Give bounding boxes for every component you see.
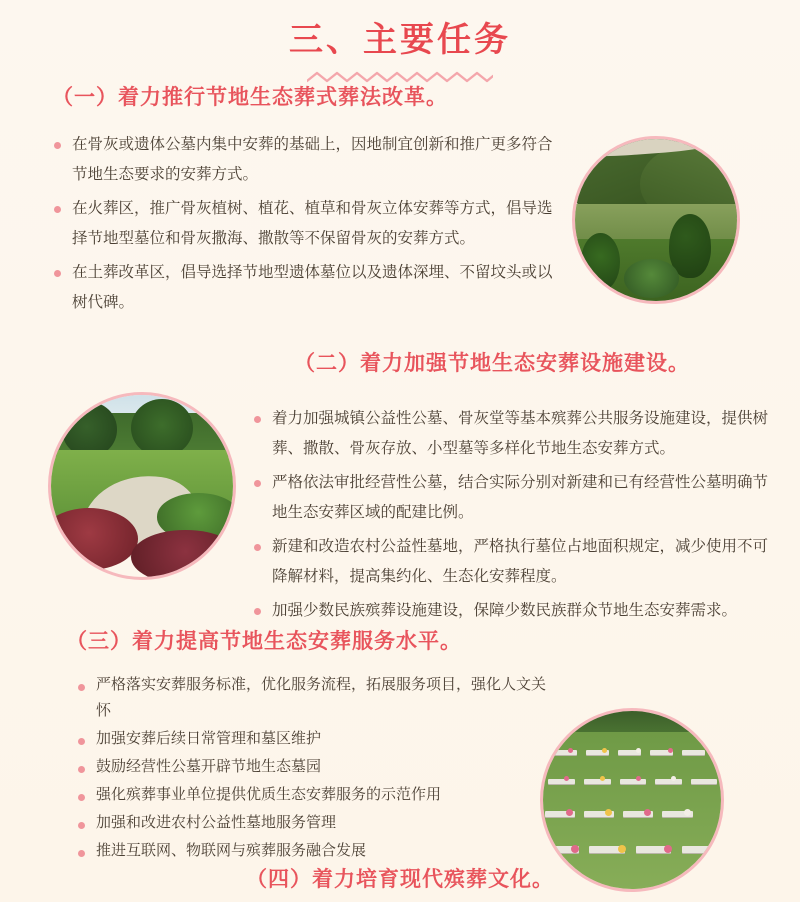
- zigzag-divider-icon: [307, 71, 493, 83]
- list-item: 严格依法审批经营性公墓，结合实际分别对新建和已有经营性公墓明确节地生态安葬区域的配建比例。: [252, 468, 772, 528]
- list-item: 鼓励经营性公墓开辟节地生态墓园: [76, 754, 546, 780]
- section-heading-4: （四）着力培育现代殡葬文化。: [246, 868, 554, 891]
- list-item: 在土葬改革区，倡导选择节地型遗体墓位以及遗体深埋、不留坟头或以树代碑。: [52, 258, 562, 318]
- section-body-3: [76, 672, 546, 866]
- section-heading-2: （二）着力加强节地生态安葬设施建设。: [294, 352, 690, 375]
- list-item: 加强安葬后续日常管理和墓区维护: [76, 726, 546, 752]
- list-item: 加强少数民族殡葬设施建设，保障少数民族群众节地生态安葬需求。: [252, 596, 772, 626]
- section-heading-1: （一）着力推行节地生态葬式葬法改革。: [52, 86, 448, 109]
- list-item: 推进互联网、物联网与殡葬服务融合发展: [76, 838, 546, 864]
- list-item: 严格落实安葬服务标准，优化服务流程，拓展服务项目，强化人文关怀: [76, 672, 546, 724]
- section-heading-3: （三）着力提高节地生态安葬服务水平。: [66, 630, 462, 653]
- list-item: 着力加强城镇公益性公墓、骨灰堂等基本殡葬公共服务设施建设，提供树葬、撒散、骨灰存放、小型墓等多样化节地生态安葬方式。: [252, 404, 772, 464]
- list-item: 加强和改进农村公益性墓地服务管理: [76, 810, 546, 836]
- list-item: 在骨灰或遗体公墓内集中安葬的基础上，因地制宜创新和推广更多符合节地生态要求的安葬方式。: [52, 130, 562, 190]
- list-item: 强化殡葬事业单位提供优质生态安葬服务的示范作用: [76, 782, 546, 808]
- section-body-2: [252, 404, 772, 630]
- grave-rows-photo: [540, 708, 724, 892]
- hillside-cemetery-photo: [572, 136, 740, 304]
- section-body-1: [52, 130, 562, 322]
- list-item: 在火葬区，推广骨灰植树、植花、植草和骨灰立体安葬等方式，倡导选择节地型墓位和骨灰撒海、撒散等不保留骨灰的安葬方式。: [52, 194, 562, 254]
- page-title: 三、主要任务: [289, 21, 511, 59]
- title-block: [0, 0, 800, 83]
- list-item: 新建和改造农村公益性墓地，严格执行墓位占地面积规定，减少使用不可降解材料，提高集约化、生态化安葬程度。: [252, 532, 772, 592]
- garden-path-photo: [48, 392, 236, 580]
